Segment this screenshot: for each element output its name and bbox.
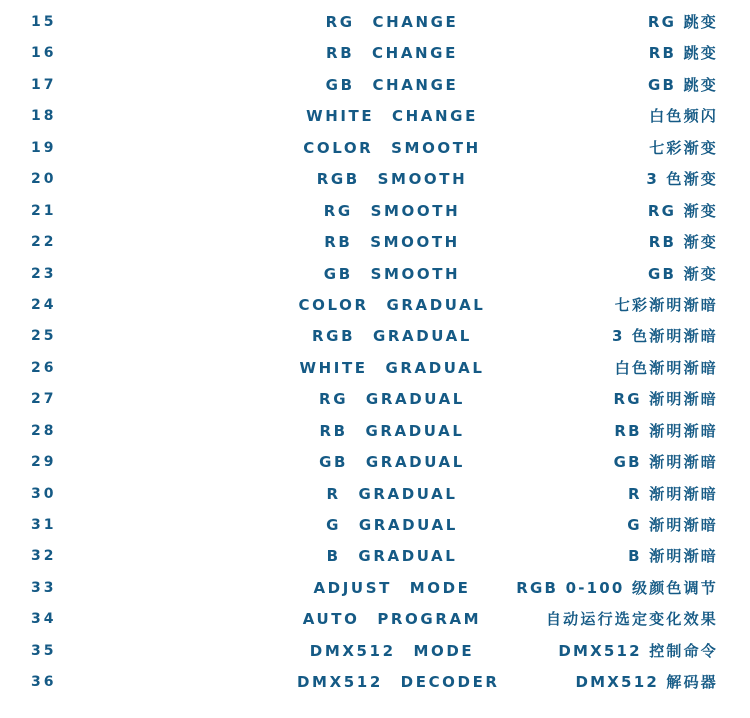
mode-number: 31 (31, 517, 57, 533)
mode-number: 25 (31, 328, 57, 345)
mode-number: 33 (31, 579, 57, 596)
mode-description: R 渐明渐暗 (628, 484, 718, 503)
mode-name: RG SMOOTH (323, 201, 461, 220)
mode-number: 23 (31, 265, 57, 282)
table-row (0, 416, 750, 447)
mode-number: 16 (31, 45, 57, 62)
mode-description: 3 色渐明渐暗 (611, 327, 718, 346)
mode-description: GB 渐明渐暗 (613, 453, 718, 472)
table-row (0, 510, 750, 541)
mode-description: RB 跳变 (648, 44, 718, 63)
mode-description: RG 渐明渐暗 (613, 390, 718, 409)
mode-number: 32 (31, 548, 57, 565)
mode-description: RGB 0-100 级颜色调节 (516, 578, 718, 597)
mode-number: 18 (31, 108, 57, 125)
mode-name: RB SMOOTH (324, 233, 460, 252)
table-row (0, 227, 750, 258)
mode-name: GB GRADUAL (319, 453, 465, 472)
mode-number: 15 (31, 14, 57, 30)
mode-description: RB 渐变 (648, 233, 718, 252)
mode-number: 34 (31, 611, 57, 628)
mode-name: RB CHANGE (326, 44, 458, 63)
table-row (0, 479, 750, 510)
mode-name: RGB GRADUAL (312, 327, 472, 346)
mode-number: 26 (31, 359, 57, 376)
mode-description: 白色渐明渐暗 (614, 358, 718, 377)
mode-number: 27 (31, 391, 57, 408)
mode-description: 七彩渐明渐暗 (614, 295, 718, 314)
mode-number: 36 (31, 674, 57, 691)
mode-number: 28 (31, 422, 57, 439)
mode-name: ADJUST MODE (313, 578, 471, 597)
mode-description: G 渐明渐暗 (627, 516, 718, 534)
table-row (0, 196, 750, 227)
table-row (0, 604, 750, 635)
mode-description: RB 渐明渐暗 (614, 421, 718, 440)
mode-name: RB GRADUAL (319, 421, 465, 440)
mode-number: 20 (31, 171, 57, 188)
mode-name: COLOR GRADUAL (298, 295, 486, 314)
mode-name: COLOR SMOOTH (303, 138, 481, 157)
table-row (0, 636, 750, 667)
mode-description: GB 跳变 (648, 75, 718, 94)
mode-description: 自动运行选定变化效果 (545, 610, 718, 629)
mode-number: 24 (31, 296, 57, 313)
mode-number: 17 (31, 76, 57, 93)
table-row (0, 573, 750, 604)
mode-name: WHITE GRADUAL (299, 358, 485, 377)
mode-name: GB CHANGE (325, 75, 459, 94)
mode-name: AUTO PROGRAM (302, 610, 482, 629)
mode-name: DMX512 DECODER (297, 673, 500, 692)
table-row (0, 353, 750, 384)
mode-name: WHITE CHANGE (306, 107, 478, 126)
mode-description: 白色频闪 (649, 107, 718, 126)
table-row (0, 70, 750, 101)
mode-name: RGB SMOOTH (316, 170, 468, 189)
mode-description: DMX512 控制命令 (558, 641, 718, 660)
table-row (0, 259, 750, 290)
mode-description: RG 渐变 (647, 201, 718, 220)
table-row (0, 541, 750, 572)
table-row (0, 290, 750, 321)
table-row (0, 164, 750, 195)
mode-table (0, 7, 750, 699)
table-row (0, 384, 750, 415)
table-row (0, 7, 750, 38)
mode-name: DMX512 MODE (309, 641, 475, 660)
mode-number: 19 (31, 139, 57, 156)
mode-number: 22 (31, 234, 57, 251)
table-row (0, 447, 750, 478)
mode-description: 七彩渐变 (649, 138, 718, 157)
mode-description: B 渐明渐暗 (628, 547, 718, 566)
table-row (0, 101, 750, 132)
mode-name: RG CHANGE (325, 13, 459, 31)
table-row (0, 667, 750, 698)
mode-name: G GRADUAL (326, 516, 458, 534)
mode-description: RG 跳变 (647, 13, 718, 31)
mode-name: B GRADUAL (326, 547, 458, 566)
mode-number: 35 (31, 642, 57, 659)
table-row (0, 133, 750, 164)
mode-description: DMX512 解码器 (575, 673, 718, 692)
mode-description: GB 渐变 (648, 264, 718, 283)
table-row (0, 38, 750, 69)
mode-number: 29 (31, 454, 57, 471)
mode-name: RG GRADUAL (319, 390, 465, 409)
table-row (0, 321, 750, 352)
mode-name: GB SMOOTH (323, 264, 461, 283)
mode-number: 30 (31, 485, 57, 502)
mode-number: 21 (31, 202, 57, 219)
mode-name: R GRADUAL (326, 484, 458, 503)
mode-description: 3 色渐变 (646, 170, 718, 189)
